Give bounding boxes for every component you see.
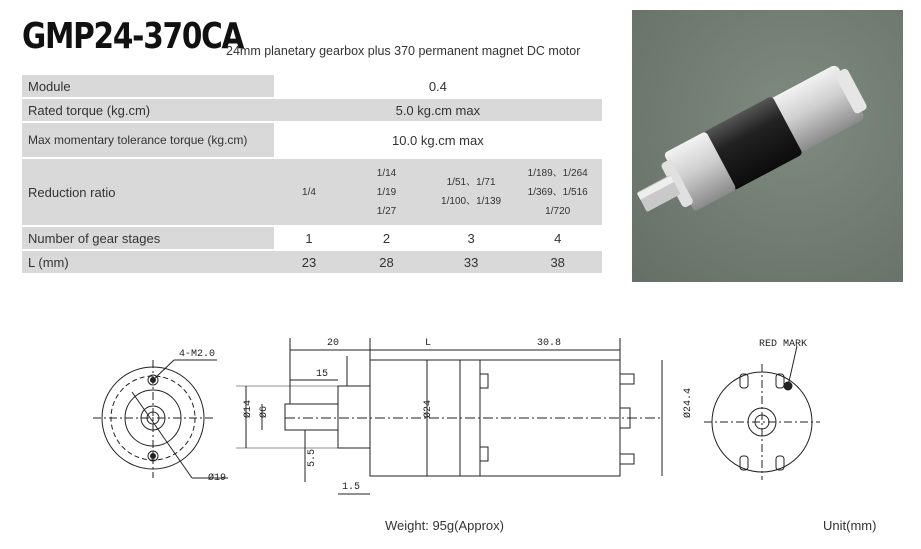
length-cell: 33 [429, 251, 514, 273]
length-cell: 28 [344, 251, 429, 273]
front-view-gearbox [93, 360, 228, 478]
unit-label: Unit(mm) [823, 518, 877, 533]
ratio-stage-1: 1/4 [274, 159, 344, 225]
length-cell: 23 [274, 251, 344, 273]
dim-d14: Ø14 [243, 399, 254, 418]
dim-d24: Ø24 [423, 399, 434, 418]
ratio-stage-2: 1/14 1/19 1/27 [344, 159, 429, 225]
dim-30-8: 30.8 [537, 338, 562, 349]
dim-1-5: 1.5 [342, 482, 361, 493]
ratio-stage-3: 1/51、1/71 1/100、1/139 [429, 159, 514, 225]
rear-view [704, 346, 820, 480]
product-subtitle: 24mm planetary gearbox plus 370 permanent magnet DC motor [226, 44, 581, 58]
technical-drawing [22, 312, 902, 538]
dim-5-5: 5.5 [307, 448, 318, 467]
module-label: Module [22, 75, 274, 97]
row-gear-stages [22, 227, 602, 249]
product-title: GMP24-370CA [22, 16, 244, 57]
row-length [22, 251, 602, 273]
dim-20: 20 [327, 338, 340, 349]
holes-label: 4-M2.0 [179, 349, 216, 360]
motor-photo [632, 10, 903, 282]
module-value: 0.4 [428, 78, 447, 94]
gear-stages-label: Number of gear stages [22, 227, 274, 249]
ratio-stage-4: 1/189、1/264 1/369、1/516 1/720 [513, 159, 602, 225]
row-max-torque [22, 123, 602, 157]
row-rated-torque [22, 99, 602, 121]
side-view [236, 338, 662, 494]
stages-cell: 4 [554, 230, 562, 246]
max-torque-value: 10.0 kg.cm max [391, 132, 484, 148]
reduction-ratio-label: Reduction ratio [22, 159, 274, 225]
length-label: L (mm) [22, 251, 274, 273]
motor-illustration [632, 10, 903, 282]
length-cell: 38 [513, 251, 602, 273]
spec-table [22, 73, 602, 275]
row-reduction-ratio [22, 159, 602, 225]
stages-cell: 3 [467, 230, 475, 246]
rated-torque-label: Rated torque (kg.cm) [22, 99, 274, 121]
weight-label: Weight: 95g(Approx) [385, 518, 504, 533]
rated-torque-value: 5.0 kg.cm max [274, 99, 602, 121]
max-torque-label: Max momentary tolerance torque (kg.cm) [22, 123, 274, 157]
dim-d24-4: Ø24.4 [683, 387, 694, 418]
stages-cell: 1 [305, 230, 313, 246]
red-mark-label: RED MARK [759, 339, 808, 350]
dim-15: 15 [316, 369, 329, 380]
stages-cell: 2 [382, 230, 391, 246]
row-module [22, 75, 602, 97]
dim-d6: Ø6 [259, 405, 270, 418]
dim-L: L [425, 338, 432, 349]
d19-label: Ø19 [208, 473, 227, 484]
